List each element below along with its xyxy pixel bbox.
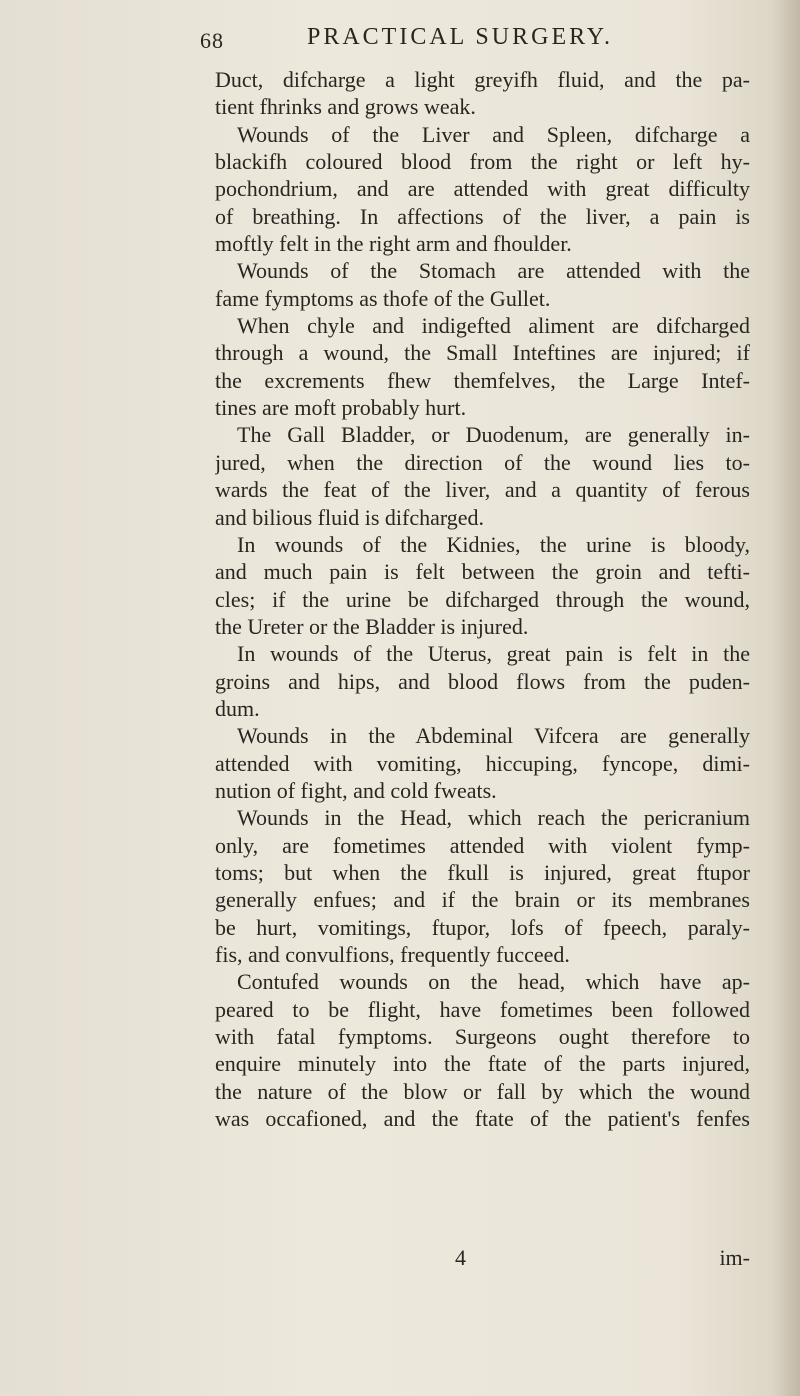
text-line: jured, when the direction of the wound lies to-: [215, 449, 750, 475]
text-line: of breathing. In affections of the liver, a pain is: [215, 203, 750, 229]
text-line: was occafioned, and the ftate of the patient's fenfes: [215, 1106, 750, 1132]
text-line: blackifh coloured blood from the right or left hy-: [215, 149, 750, 175]
text-line: toms; but when the fkull is injured, great ftupor: [215, 859, 750, 885]
text-line: and much pain is felt between the groin and tefti-: [215, 559, 750, 585]
text-line: Wounds in the Abdeminal Vifcera are generally: [237, 723, 750, 749]
page-edge-shadow: [772, 0, 800, 1396]
text-line: The Gall Bladder, or Duodenum, are generally in-: [237, 422, 750, 448]
running-title: PRACTICAL SURGERY.: [306, 24, 614, 50]
text-line: In wounds of the Kidnies, the urine is bloody,: [237, 531, 750, 557]
text-line: Wounds of the Liver and Spleen, difcharge a: [237, 121, 750, 147]
text-line: When chyle and indigefted aliment are difcharged: [237, 313, 750, 339]
text-line: pochondrium, and are attended with great difficulty: [215, 176, 750, 202]
text-line: through a wound, the Small Inteftines are injured; if: [215, 340, 750, 366]
text-line: the Ureter or the Bladder is injured.: [215, 613, 529, 639]
signature-mark: 4: [455, 1245, 466, 1270]
text-line: fis, and convulfions, frequently fucceed.: [215, 942, 570, 967]
text-line: wards the feat of the liver, and a quantity of ferous: [215, 477, 750, 503]
text-line: Wounds in the Head, which reach the pericranium: [237, 805, 750, 831]
text-line: the excrements fhew themfelves, the Large Intef-: [215, 367, 750, 393]
text-line: enquire minutely into the ftate of the parts injured,: [215, 1051, 750, 1077]
text-line: dum.: [215, 695, 260, 721]
text-line: and bilious fluid is difcharged.: [215, 504, 485, 530]
page-footer: [215, 1245, 750, 1272]
body-text: [215, 66, 750, 1132]
text-line: Duct, difcharge a light greyifh fluid, and the pa-: [215, 67, 750, 92]
page-number: 68: [200, 28, 224, 53]
text-line: moftly felt in the right arm and fhoulder.: [215, 231, 572, 257]
text-line: generally enfues; and if the brain or its membranes: [215, 887, 750, 913]
text-line: be hurt, vomitings, ftupor, lofs of fpeech, paraly-: [215, 914, 750, 940]
text-line: cles; if the urine be difcharged through the wound,: [215, 586, 750, 612]
text-line: only, are fometimes attended with violent fymp-: [215, 832, 750, 858]
text-line: nution of fight, and cold fweats.: [215, 777, 497, 803]
text-line: peared to be flight, have fometimes been followed: [215, 996, 750, 1022]
text-line: Wounds of the Stomach are attended with the: [237, 258, 750, 284]
text-line: attended with vomiting, hiccuping, fyncope, dimi-: [215, 750, 750, 776]
text-line: tient fhrinks and grows weak.: [215, 94, 476, 120]
text-line: In wounds of the Uterus, great pain is felt in the: [237, 641, 750, 667]
text-line: tines are moft probably hurt.: [215, 395, 467, 421]
page-header: [200, 20, 720, 56]
catchword: im-: [719, 1245, 750, 1270]
text-line: groins and hips, and blood flows from the puden-: [215, 668, 750, 694]
text-line: Contufed wounds on the head, which have ap-: [237, 969, 750, 995]
text-line: the nature of the blow or fall by which the wound: [215, 1078, 750, 1104]
text-line: fame fymptoms as thofe of the Gullet.: [215, 285, 551, 311]
text-line: with fatal fymptoms. Surgeons ought therefore to: [215, 1024, 750, 1050]
